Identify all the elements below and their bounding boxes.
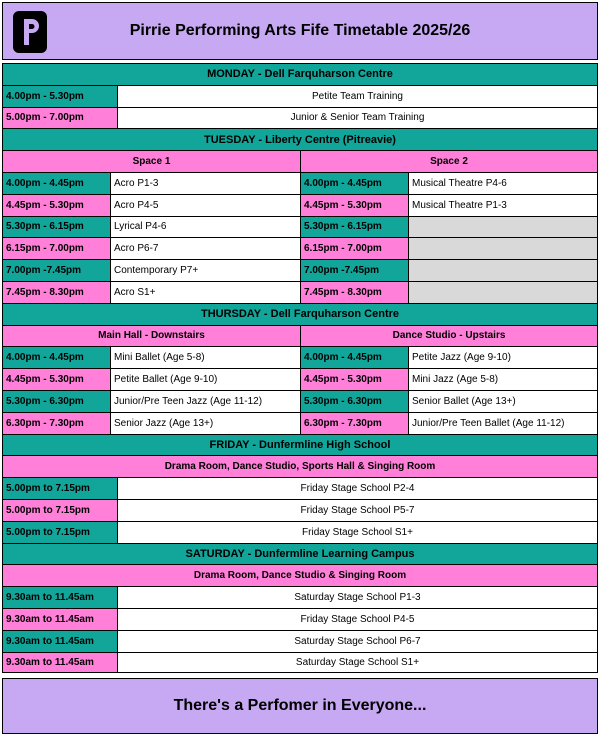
right-slot xyxy=(300,260,597,281)
thursday-left-label: Main Hall - Downstairs xyxy=(3,326,300,347)
saturday-subheader xyxy=(3,564,597,586)
time-slot: 5.00pm to 7.15pm xyxy=(3,478,118,499)
time-slot: 4.00pm - 4.45pm xyxy=(3,173,111,194)
class-name: Junior & Senior Team Training xyxy=(118,108,597,129)
monday-header xyxy=(3,63,597,85)
class-name xyxy=(409,238,597,259)
time-slot: 4.45pm - 5.30pm xyxy=(301,195,409,216)
saturday-row xyxy=(3,630,597,652)
time-slot: 4.00pm - 5.30pm xyxy=(3,86,118,107)
saturday-section-title: SATURDAY - Dunfermline Learning Campus xyxy=(3,544,597,565)
thursday-row xyxy=(3,412,597,434)
time-slot: 4.45pm - 5.30pm xyxy=(301,369,409,390)
class-name: Friday Stage School P5-7 xyxy=(118,500,597,521)
tuesday-row xyxy=(3,216,597,238)
right-slot xyxy=(300,282,597,303)
class-name xyxy=(409,260,597,281)
tuesday-right-label: Space 2 xyxy=(300,151,597,172)
friday-row xyxy=(3,477,597,499)
monday-section-title: MONDAY - Dell Farquharson Centre xyxy=(3,64,597,85)
thursday-right-label: Dance Studio - Upstairs xyxy=(300,326,597,347)
class-name: Junior/Pre Teen Ballet (Age 11-12) xyxy=(409,413,597,434)
class-name: Contemporary P7+ xyxy=(111,260,300,281)
footer-tagline: There's a Perfomer in Everyone... xyxy=(173,697,427,714)
class-name: Acro S1+ xyxy=(111,282,300,303)
class-name: Acro P1-3 xyxy=(111,173,300,194)
time-slot: 5.30pm - 6.15pm xyxy=(3,217,111,238)
time-slot: 7.45pm - 8.30pm xyxy=(3,282,111,303)
tuesday-row xyxy=(3,194,597,216)
page-title: Pirrie Performing Arts Fife Timetable 2025/26 xyxy=(129,22,471,39)
thursday-row xyxy=(3,346,597,368)
class-name: Petite Team Training xyxy=(118,86,597,107)
class-name: Senior Ballet (Age 13+) xyxy=(409,391,597,412)
thursday-section-title: THURSDAY - Dell Farquharson Centre xyxy=(3,304,597,325)
thursday-row xyxy=(3,368,597,390)
left-slot xyxy=(3,391,300,412)
time-slot: 4.00pm - 4.45pm xyxy=(301,173,409,194)
class-name: Junior/Pre Teen Jazz (Age 11-12) xyxy=(111,391,300,412)
thursday-row xyxy=(3,390,597,412)
saturday-row xyxy=(3,652,597,674)
monday-row xyxy=(3,85,597,107)
left-slot xyxy=(3,260,300,281)
right-slot xyxy=(300,369,597,390)
timetable-grid xyxy=(2,63,598,673)
right-slot xyxy=(300,173,597,194)
time-slot: 5.00pm - 7.00pm xyxy=(3,108,118,129)
thursday-subheader xyxy=(3,325,597,347)
time-slot: 6.15pm - 7.00pm xyxy=(301,238,409,259)
time-slot: 5.00pm to 7.15pm xyxy=(3,522,118,543)
left-slot xyxy=(3,173,300,194)
time-slot: 7.45pm - 8.30pm xyxy=(301,282,409,303)
time-slot: 7.00pm -7.45pm xyxy=(3,260,111,281)
time-slot: 5.30pm - 6.30pm xyxy=(301,391,409,412)
left-slot xyxy=(3,217,300,238)
monday-row xyxy=(3,107,597,129)
friday-section-title: FRIDAY - Dunfermline High School xyxy=(3,435,597,456)
tuesday-row xyxy=(3,172,597,194)
time-slot: 6.30pm - 7.30pm xyxy=(301,413,409,434)
class-name: Petite Ballet (Age 9-10) xyxy=(111,369,300,390)
class-name: Mini Ballet (Age 5-8) xyxy=(111,347,300,368)
left-slot xyxy=(3,347,300,368)
right-slot xyxy=(300,195,597,216)
header-bar xyxy=(2,2,598,60)
time-slot: 5.30pm - 6.30pm xyxy=(3,391,111,412)
time-slot: 6.30pm - 7.30pm xyxy=(3,413,111,434)
class-name: Saturday Stage School P1-3 xyxy=(118,587,597,608)
class-name: Acro P6-7 xyxy=(111,238,300,259)
friday-subheader xyxy=(3,455,597,477)
pirrie-logo xyxy=(9,9,51,55)
tuesday-section-title: TUESDAY - Liberty Centre (Pitreavie) xyxy=(3,129,597,150)
class-name: Friday Stage School S1+ xyxy=(118,522,597,543)
time-slot: 9.30am to 11.45am xyxy=(3,653,118,673)
time-slot: 4.45pm - 5.30pm xyxy=(3,195,111,216)
saturday-row xyxy=(3,608,597,630)
friday-subtitle: Drama Room, Dance Studio, Sports Hall & Singing Room xyxy=(3,456,597,477)
thursday-header xyxy=(3,303,597,325)
class-name: Senior Jazz (Age 13+) xyxy=(111,413,300,434)
friday-row xyxy=(3,521,597,543)
left-slot xyxy=(3,413,300,434)
right-slot xyxy=(300,217,597,238)
class-name: Musical Theatre P4-6 xyxy=(409,173,597,194)
left-slot xyxy=(3,195,300,216)
tuesday-subheader xyxy=(3,150,597,172)
time-slot: 5.00pm to 7.15pm xyxy=(3,500,118,521)
left-slot xyxy=(3,238,300,259)
time-slot: 9.30am to 11.45am xyxy=(3,587,118,608)
time-slot: 6.15pm - 7.00pm xyxy=(3,238,111,259)
time-slot: 5.30pm - 6.15pm xyxy=(301,217,409,238)
class-name: Mini Jazz (Age 5-8) xyxy=(409,369,597,390)
time-slot: 7.00pm -7.45pm xyxy=(301,260,409,281)
class-name: Friday Stage School P4-5 xyxy=(118,609,597,630)
tuesday-row xyxy=(3,237,597,259)
time-slot: 4.45pm - 5.30pm xyxy=(3,369,111,390)
time-slot: 4.00pm - 4.45pm xyxy=(3,347,111,368)
right-slot xyxy=(300,391,597,412)
right-slot xyxy=(300,347,597,368)
class-name xyxy=(409,217,597,238)
class-name: Musical Theatre P1-3 xyxy=(409,195,597,216)
tuesday-row xyxy=(3,259,597,281)
class-name: Saturday Stage School S1+ xyxy=(118,653,597,673)
friday-header xyxy=(3,434,597,456)
right-slot xyxy=(300,413,597,434)
class-name: Petite Jazz (Age 9-10) xyxy=(409,347,597,368)
footer-bar xyxy=(2,678,598,734)
saturday-row xyxy=(3,586,597,608)
tuesday-row xyxy=(3,281,597,303)
tuesday-header xyxy=(3,128,597,150)
class-name: Friday Stage School P2-4 xyxy=(118,478,597,499)
class-name: Lyrical P4-6 xyxy=(111,217,300,238)
saturday-header xyxy=(3,543,597,565)
time-slot: 9.30am to 11.45am xyxy=(3,609,118,630)
class-name xyxy=(409,282,597,303)
class-name: Saturday Stage School P6-7 xyxy=(118,631,597,652)
left-slot xyxy=(3,369,300,390)
time-slot: 4.00pm - 4.45pm xyxy=(301,347,409,368)
saturday-subtitle: Drama Room, Dance Studio & Singing Room xyxy=(3,565,597,586)
left-slot xyxy=(3,282,300,303)
right-slot xyxy=(300,238,597,259)
tuesday-left-label: Space 1 xyxy=(3,151,300,172)
friday-row xyxy=(3,499,597,521)
time-slot: 9.30am to 11.45am xyxy=(3,631,118,652)
class-name: Acro P4-5 xyxy=(111,195,300,216)
